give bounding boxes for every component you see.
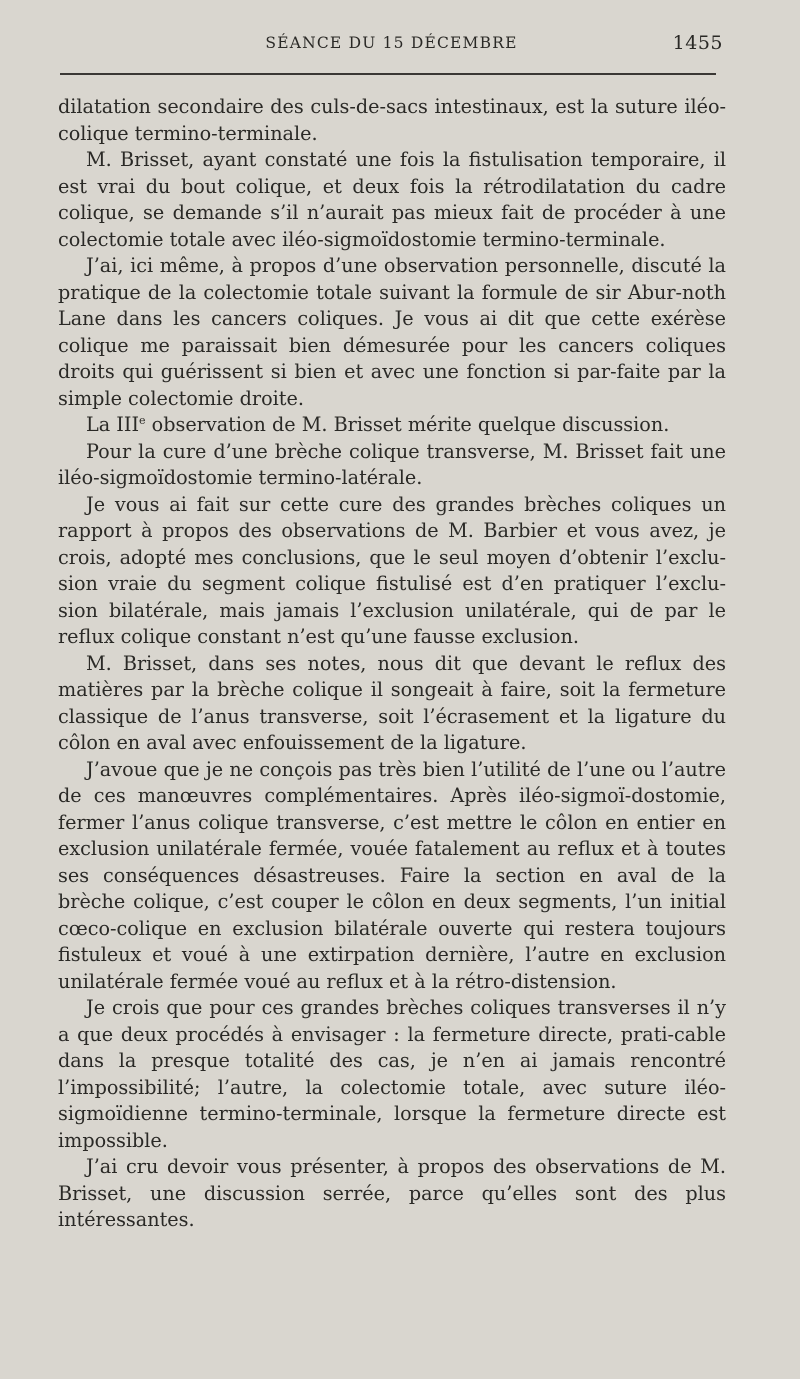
paragraph: Je crois que pour ces grandes brèches coliques transverses il n’y a que deux procédés à envisager : la fermeture directe, prati-cable dans la presque totalité des cas, je n’en ai jamais rencontré l’impossibilité; l’autre, la colectomie totale, avec suture iléo-sigmoïdienne termino-terminale, lorsque la fermeture directe est impossible. — [58, 996, 726, 1152]
paragraph-text: La III — [86, 413, 140, 436]
paragraph: J’ai, ici même, à propos d’une observation personnelle, discuté la pratique de la colectomie totale suivant la formule de sir Abur-noth Lane dans les cancers coliques. Je vous ai dit que cette exérèse colique me paraissait bien démesurée pour les cancers coliques droits qui guérissent si bien et avec une fonction si par-faite par la simple colectomie droite. — [58, 254, 726, 410]
paragraph: J’ai cru devoir vous présenter, à propos des observations de M. Brisset, une discussion serrée, parce qu’elles sont des plus intéressantes. — [58, 1155, 726, 1231]
paragraph: M. Brisset, ayant constaté une fois la fistulisation temporaire, il est vrai du bout colique, et deux fois la rétrodilatation du cadre colique, se demande s’il n’aurait pas mieux fait de procéder à une colectomie totale avec iléo-sigmoïdostomie termino-terminale. — [58, 148, 726, 251]
paragraph: J’avoue que je ne conçois pas très bien l’utilité de l’une ou l’autre de ces manœuvres complémentaires. Après iléo-sigmoï-dostomie, fermer l’anus colique transverse, c’est mettre le côlon en entier en exclusion unilatérale fermée, vouée fatalement au reflux et à toutes ses conséquences désastreuses. Faire la section en aval de la brèche colique, c’est couper le côlon en deux segments, l’un initial cœco-colique en exclusion bilatérale ouverte qui restera toujours fistuleux et voué à une extirpation dernière, l’autre en exclusion unilatérale fermée voué au reflux et à la rétro-distension. — [58, 757, 726, 993]
page-header — [60, 34, 723, 60]
ordinal-superscript: e — [139, 414, 146, 427]
body-text — [58, 94, 726, 1234]
paragraph-text: observation de M. Brisset mérite quelque discussion. — [145, 413, 670, 436]
page-number: 1455 — [672, 32, 723, 54]
paragraph: Pour la cure d’une brèche colique transverse, M. Brisset fait une iléo-sigmoïdostomie termino-latérale. — [58, 439, 726, 489]
header-rule — [60, 73, 716, 75]
paragraph — [58, 412, 726, 439]
paragraph: dilatation secondaire des culs-de-sacs intestinaux, est la suture iléo-colique termino-terminale. — [58, 95, 726, 145]
running-title: SÉANCE DU 15 DÉCEMBRE — [265, 34, 518, 52]
paragraph: M. Brisset, dans ses notes, nous dit que devant le reflux des matières par la brèche colique il songeait à faire, soit la fermeture classique de l’anus transverse, soit l’écrasement et la ligature du côlon en aval avec enfouissement de la ligature. — [58, 651, 726, 754]
paragraph: Je vous ai fait sur cette cure des grandes brèches coliques un rapport à propos des observations de M. Barbier et vous avez, je crois, adopté mes conclusions, que le seul moyen d’obtenir l’exclu-sion vraie du segment colique fistulisé est d’en pratiquer l’exclu-sion bilatérale, mais jamais l’exclusion unilatérale, qui de par le reflux colique constant n’est qu’une fausse exclusion. — [58, 492, 726, 648]
